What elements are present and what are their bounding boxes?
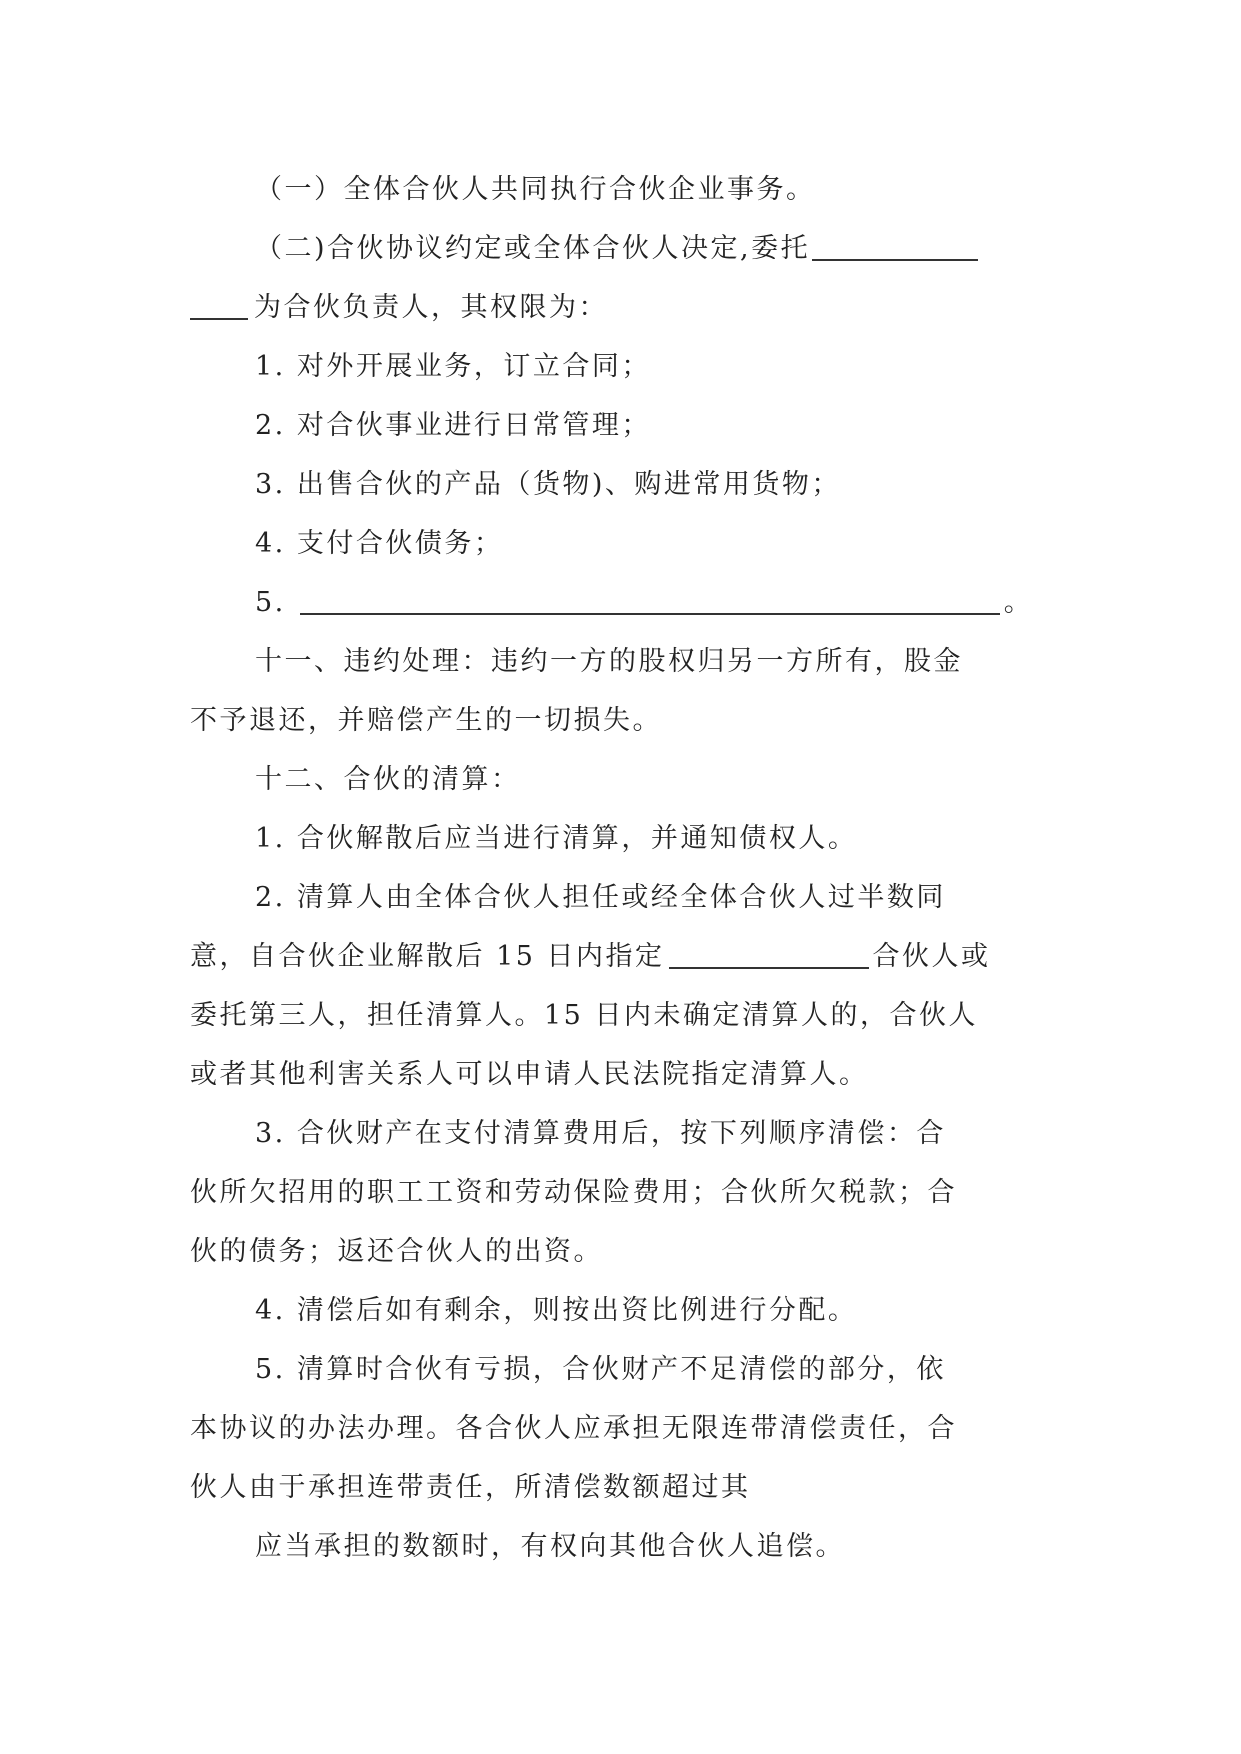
line-text: 应当承担的数额时，有权向其他合伙人追偿。: [255, 1531, 845, 1562]
blank-fill-field[interactable]: [812, 225, 978, 261]
authority-item-4: [190, 514, 1050, 573]
liquidation-item-1: [190, 809, 1050, 868]
line-text: 。: [1003, 587, 1034, 618]
line-text: 5. 清算时合伙有亏损，合伙财产不足清偿的部分，依: [255, 1354, 946, 1385]
line-text: 3. 出售合伙的产品（货物)、购进常用货物；: [255, 469, 841, 500]
liquidation-item-2-continued: [190, 927, 1050, 986]
line-text: 5.: [255, 587, 286, 618]
line-text: 为合伙负责人，其权限为：: [254, 292, 608, 323]
liquidation-item-5: [190, 1340, 1050, 1399]
liquidation-item-2-continued: [190, 986, 1050, 1045]
liquidation-item-4: [190, 1281, 1050, 1340]
line-text: 伙的债务；返还合伙人的出资。: [190, 1236, 603, 1267]
blank-fill-field[interactable]: [300, 579, 1000, 615]
clause-joint-execution: [190, 160, 1050, 219]
clause-entrust-continued: [190, 278, 1050, 337]
authority-item-1: [190, 337, 1050, 396]
clause-entrust-head: [190, 219, 1050, 278]
line-text: （二)合伙协议约定或全体合伙人决定,委托: [255, 233, 811, 264]
line-text: 不予退还，并赔偿产生的一切损失。: [190, 705, 662, 736]
authority-item-3: [190, 455, 1050, 514]
authority-item-2: [190, 396, 1050, 455]
line-text: 4. 支付合伙债务；: [255, 528, 504, 559]
section-breach-continued: [190, 691, 1050, 750]
line-text: 1. 对外开展业务，订立合同；: [255, 351, 651, 382]
line-text: 或者其他利害关系人可以申请人民法院指定清算人。: [190, 1059, 869, 1090]
liquidation-item-5-continued: [190, 1458, 1050, 1517]
line-text: 伙人由于承担连带责任，所清偿数额超过其: [190, 1472, 751, 1503]
liquidation-item-2: [190, 868, 1050, 927]
line-text: 意，自合伙企业解散后 15 日内指定: [190, 941, 665, 972]
line-text: （一）全体合伙人共同执行合伙企业事务。: [255, 174, 816, 205]
line-text: 3. 合伙财产在支付清算费用后，按下列顺序清偿：合: [255, 1118, 946, 1149]
line-text: 2. 对合伙事业进行日常管理；: [255, 410, 651, 441]
liquidation-item-5-continued: [190, 1517, 1050, 1576]
line-text: 十二、合伙的清算：: [255, 764, 521, 795]
line-text: 十一、违约处理：违约一方的股权归另一方所有，股金: [255, 646, 963, 677]
line-text: 伙所欠招用的职工工资和劳动保险费用；合伙所欠税款；合: [190, 1177, 957, 1208]
liquidation-item-2-continued: [190, 1045, 1050, 1104]
liquidation-item-3: [190, 1104, 1050, 1163]
section-breach-heading: [190, 632, 1050, 691]
document-body: [190, 160, 1050, 1576]
line-text: 2. 清算人由全体合伙人担任或经全体合伙人过半数同: [255, 882, 946, 913]
line-text: 4. 清偿后如有剩余，则按出资比例进行分配。: [255, 1295, 858, 1326]
liquidation-item-5-continued: [190, 1399, 1050, 1458]
liquidation-item-3-continued: [190, 1163, 1050, 1222]
blank-fill-field[interactable]: [190, 284, 248, 320]
line-text: 1. 合伙解散后应当进行清算，并通知债权人。: [255, 823, 858, 854]
authority-item-5: [190, 573, 1050, 632]
line-text: 委托第三人，担任清算人。15 日内未确定清算人的，合伙人: [190, 1000, 978, 1031]
line-text: 合伙人或: [872, 941, 991, 972]
section-liquidation-heading: [190, 750, 1050, 809]
liquidation-item-3-continued: [190, 1222, 1050, 1281]
line-text: 本协议的办法办理。各合伙人应承担无限连带清偿责任，合: [190, 1413, 957, 1444]
blank-fill-field[interactable]: [669, 933, 869, 969]
